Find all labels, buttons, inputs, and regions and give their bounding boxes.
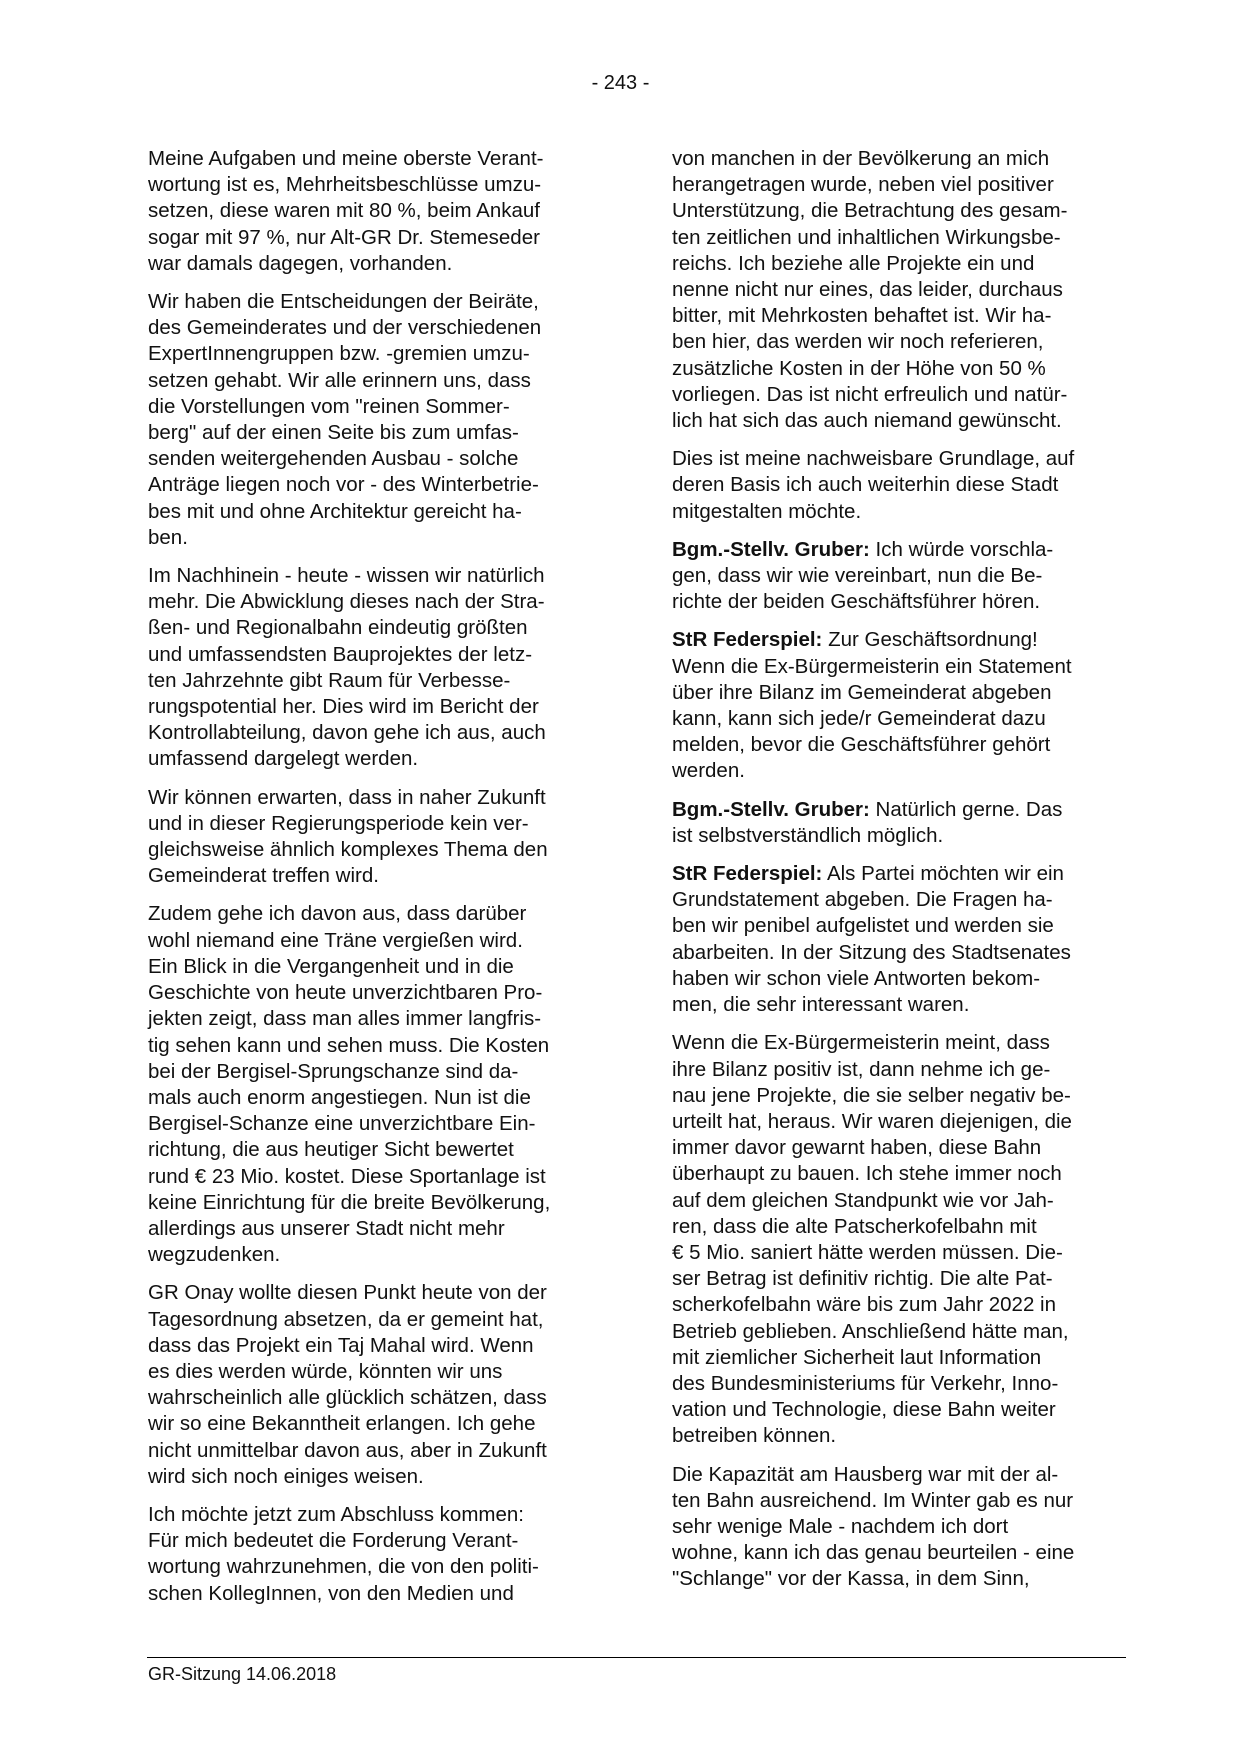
line-text: ben hier, das werden wir noch referieren,	[672, 330, 1044, 354]
line-text: scherkofelbahn wäre bis zum Jahr 2022 in	[672, 1293, 1057, 1317]
line-text: vorliegen. Das ist nicht erfreulich und natür-	[672, 382, 1068, 406]
text-line	[672, 589, 1142, 615]
text-line	[672, 1161, 1142, 1187]
line-text: und umfassendsten Bauprojektes der letz-	[148, 642, 533, 666]
line-text: wortung ist es, Mehrheitsbeschlüsse umzu-	[148, 173, 542, 197]
text-line	[672, 992, 1142, 1018]
footer-session-date: GR-Sitzung 14.06.2018	[148, 1664, 337, 1684]
line-text: lich hat sich das auch niemand gewünscht.	[672, 409, 1062, 433]
speaker-name: Bgm.-Stellv. Gruber:	[672, 537, 870, 561]
text-line	[148, 1085, 618, 1111]
text-line	[148, 472, 618, 498]
line-text: richtung, die aus heutiger Sicht bewertet	[148, 1138, 514, 1162]
line-text: urteilt hat, heraus. Wir waren diejenigen, die	[672, 1109, 1072, 1133]
text-line	[672, 1462, 1142, 1488]
text-line	[672, 356, 1142, 382]
text-line	[148, 1111, 618, 1137]
text-line	[672, 1566, 1142, 1592]
line-text: Geschichte von heute unverzichtbaren Pro-	[148, 981, 543, 1005]
line-text: sogar mit 97 %, nur Alt-GR Dr. Stemeseder	[148, 225, 540, 249]
line-text: Zur Geschäftsordnung!	[822, 628, 1038, 652]
speaker-paragraph	[672, 537, 1142, 616]
line-text: Betrieb geblieben. Anschließend hätte man,	[672, 1319, 1069, 1343]
text-line	[148, 446, 618, 472]
line-text: wortung wahrzunehmen, die von den politi-	[148, 1555, 539, 1579]
line-text: wohl niemand eine Träne vergießen wird.	[148, 928, 523, 952]
line-text: Gemeinderat treffen wird.	[148, 864, 379, 888]
line-text: Ich würde vorschla-	[869, 537, 1054, 561]
text-line	[148, 251, 618, 277]
text-line	[148, 1581, 618, 1607]
speaker-name: Bgm.-Stellv. Gruber:	[672, 797, 870, 821]
line-text: umfassend dargelegt werden.	[148, 747, 419, 771]
line-text: Wenn die Ex-Bürgermeisterin meint, dass	[672, 1031, 1050, 1055]
line-text: GR Onay wollte diesen Punkt heute von der	[148, 1281, 547, 1305]
line-text: die Vorstellungen vom "reinen Sommer-	[148, 394, 510, 418]
text-line	[672, 1214, 1142, 1240]
line-text: ren, dass die alte Patscherkofelbahn mit	[672, 1214, 1037, 1238]
line-text: € 5 Mio. saniert hätte werden müssen. Die-	[672, 1240, 1063, 1264]
text-line	[672, 1397, 1142, 1423]
line-text: Die Kapazität am Hausberg war mit der al-	[672, 1462, 1059, 1486]
line-text: ben.	[148, 525, 188, 549]
text-line	[672, 1266, 1142, 1292]
text-line	[672, 225, 1142, 251]
line-text: mehr. Die Abwicklung dieses nach der Stra-	[148, 590, 545, 614]
line-text: war damals dagegen, vorhanden.	[148, 251, 453, 275]
text-line	[148, 1137, 618, 1163]
text-line	[672, 1083, 1142, 1109]
line-text: Im Nachhinein - heute - wissen wir natürlich	[148, 564, 545, 588]
line-text: sehr wenige Male - nachdem ich dort	[672, 1514, 1009, 1538]
paragraph	[148, 1502, 618, 1607]
text-line	[148, 589, 618, 615]
line-text: ten zeitlichen und inhaltlichen Wirkungsbe-	[672, 225, 1061, 249]
text-line	[148, 1242, 618, 1268]
text-line	[672, 251, 1142, 277]
line-text: zusätzliche Kosten in der Höhe von 50 %	[672, 356, 1046, 380]
text-line	[672, 861, 1142, 887]
line-text: bitter, mit Mehrkosten behaftet ist. Wir ha-	[672, 304, 1052, 328]
line-text: jekten zeigt, dass man alles immer langfris-	[148, 1007, 542, 1031]
line-text: wir so eine Bekanntheit erlangen. Ich gehe	[148, 1412, 536, 1436]
text-line	[672, 706, 1142, 732]
text-line	[148, 1333, 618, 1359]
text-line	[148, 954, 618, 980]
line-text: nicht unmittelbar davon aus, aber in Zukunft	[148, 1438, 547, 1462]
text-line	[148, 1528, 618, 1554]
text-line	[148, 368, 618, 394]
line-text: Kontrollabteilung, davon gehe ich aus, auch	[148, 721, 546, 745]
text-line	[148, 1164, 618, 1190]
line-text: des Gemeinderates und der verschiedenen	[148, 316, 542, 340]
line-text: wegzudenken.	[148, 1243, 281, 1267]
paragraph	[672, 446, 1142, 525]
line-text: ßen- und Regionalbahn eindeutig größten	[148, 616, 528, 640]
text-line	[672, 1240, 1142, 1266]
paragraph	[672, 146, 1142, 434]
text-line	[148, 642, 618, 668]
line-text: bei der Bergisel-Sprungschanze sind da-	[148, 1059, 519, 1083]
line-text: Wir haben die Entscheidungen der Beiräte,	[148, 290, 539, 314]
text-line	[148, 420, 618, 446]
text-line	[148, 863, 618, 889]
text-line	[148, 1006, 618, 1032]
text-line	[672, 1319, 1142, 1345]
text-line	[148, 525, 618, 551]
line-text: Für mich bedeutet die Forderung Verant-	[148, 1529, 519, 1553]
line-text: Zudem gehe ich davon aus, dass darüber	[148, 902, 527, 926]
paragraph	[148, 1280, 618, 1490]
line-text: ist selbstverständlich möglich.	[672, 823, 944, 847]
text-line	[672, 408, 1142, 434]
text-line	[672, 1345, 1142, 1371]
text-line	[148, 172, 618, 198]
footer-divider	[147, 1657, 1126, 1658]
text-line	[148, 198, 618, 224]
text-line	[672, 146, 1142, 172]
paragraph	[148, 785, 618, 890]
text-line	[148, 1554, 618, 1580]
text-line	[148, 1216, 618, 1242]
text-line	[148, 1033, 618, 1059]
text-line	[672, 1514, 1142, 1540]
line-text: Anträge liegen noch vor - des Winterbetrie-	[148, 473, 539, 497]
line-text: wohne, kann ich das genau beurteilen - eine	[672, 1541, 1075, 1565]
line-text: auf dem gleichen Standpunkt wie vor Jah-	[672, 1188, 1054, 1212]
text-line	[672, 446, 1142, 472]
text-line	[672, 172, 1142, 198]
text-line	[148, 837, 618, 863]
text-line	[672, 654, 1142, 680]
text-line	[672, 1030, 1142, 1056]
line-text: gleichsweise ähnlich komplexes Thema den	[148, 838, 548, 862]
speaker-paragraph	[672, 627, 1142, 784]
text-line	[148, 1438, 618, 1464]
text-line	[672, 329, 1142, 355]
text-line	[148, 615, 618, 641]
paragraph	[148, 146, 618, 277]
text-line	[148, 394, 618, 420]
line-text: Wir können erwarten, dass in naher Zukunft	[148, 785, 546, 809]
line-text: ser Betrag ist definitiv richtig. Die alte Pat-	[672, 1267, 1053, 1291]
text-line	[672, 382, 1142, 408]
line-text: setzen gehabt. Wir alle erinnern uns, dass	[148, 368, 531, 392]
text-line	[148, 1059, 618, 1085]
paragraph	[672, 1462, 1142, 1593]
speaker-paragraph	[672, 861, 1142, 1018]
text-line	[148, 1411, 618, 1437]
line-text: vation und Technologie, diese Bahn weiter	[672, 1398, 1056, 1422]
text-line	[148, 746, 618, 772]
text-line	[148, 785, 618, 811]
line-text: Grundstatement abgeben. Die Fragen ha-	[672, 888, 1053, 912]
text-line	[672, 732, 1142, 758]
paragraph	[672, 1030, 1142, 1449]
text-line	[672, 472, 1142, 498]
text-line	[148, 668, 618, 694]
line-text: nau jene Projekte, die sie selber negativ be-	[672, 1083, 1071, 1107]
line-text: Ein Blick in die Vergangenheit und in die	[148, 954, 514, 978]
text-line	[672, 627, 1142, 653]
text-line	[148, 499, 618, 525]
line-text: ExpertInnengruppen bzw. -gremien umzu-	[148, 342, 530, 366]
line-text: von manchen in der Bevölkerung an mich	[672, 147, 1050, 170]
line-text: melden, bevor die Geschäftsführer gehört	[672, 733, 1051, 757]
text-line	[672, 1371, 1142, 1397]
page-number: - 243 -	[591, 72, 650, 94]
text-line	[672, 1057, 1142, 1083]
text-line	[672, 966, 1142, 992]
text-line	[672, 797, 1142, 823]
line-text: Ich möchte jetzt zum Abschluss kommen:	[148, 1502, 524, 1526]
line-text: des Bundesministeriums für Verkehr, Inno-	[672, 1371, 1059, 1395]
text-line	[148, 225, 618, 251]
line-text: richte der beiden Geschäftsführer hören.	[672, 590, 1041, 614]
line-text: dass das Projekt ein Taj Mahal wird. Wenn	[148, 1333, 534, 1357]
left-column	[148, 146, 618, 1619]
text-line	[148, 289, 618, 315]
text-line	[672, 1423, 1142, 1449]
line-text: ten Jahrzehnte gibt Raum für Verbesse-	[148, 668, 511, 692]
text-line	[672, 913, 1142, 939]
line-text: kann, kann sich jede/r Gemeinderat dazu	[672, 707, 1046, 731]
text-line	[672, 303, 1142, 329]
line-text: Natürlich gerne. Das	[869, 797, 1063, 821]
line-text: reichs. Ich beziehe alle Projekte ein und	[672, 251, 1035, 275]
paragraph	[148, 289, 618, 551]
line-text: es dies werden würde, könnten wir uns	[148, 1359, 503, 1383]
text-line	[148, 1464, 618, 1490]
text-line	[148, 1385, 618, 1411]
line-text: nenne nicht nur eines, das leider, durchaus	[672, 278, 1063, 302]
line-text: Bergisel-Schanze eine unverzichtbare Ein-	[148, 1112, 536, 1136]
line-text: ben wir penibel aufgelistet und werden sie	[672, 914, 1054, 938]
line-text: und in dieser Regierungsperiode kein ver-	[148, 811, 529, 835]
line-text: setzen, diese waren mit 80 %, beim Ankauf	[148, 199, 540, 223]
line-text: senden weitergehenden Ausbau - solche	[148, 447, 519, 471]
line-text: "Schlange" vor der Kassa, in dem Sinn,	[672, 1567, 1030, 1591]
line-text: wird sich noch einiges weisen.	[148, 1464, 424, 1488]
text-line	[148, 1502, 618, 1528]
text-line	[672, 1488, 1142, 1514]
text-line	[672, 563, 1142, 589]
line-text: berg" auf der einen Seite bis zum umfas-	[148, 421, 519, 445]
text-line	[148, 811, 618, 837]
line-text: betreiben können.	[672, 1424, 837, 1448]
line-text: Dies ist meine nachweisbare Grundlage, auf	[672, 447, 1075, 471]
text-line	[148, 1359, 618, 1385]
text-line	[672, 680, 1142, 706]
text-line	[148, 1307, 618, 1333]
line-text: Wenn die Ex-Bürgermeisterin ein Statement	[672, 654, 1072, 678]
text-line	[672, 1540, 1142, 1566]
line-text: herangetragen wurde, neben viel positiver	[672, 173, 1054, 197]
right-column	[672, 146, 1142, 1605]
line-text: Unterstützung, die Betrachtung des gesam-	[672, 199, 1068, 223]
text-line	[148, 694, 618, 720]
line-text: men, die sehr interessant waren.	[672, 993, 970, 1017]
line-text: allerdings aus unserer Stadt nicht mehr	[148, 1216, 505, 1240]
line-text: über ihre Bilanz im Gemeinderat abgeben	[672, 680, 1052, 704]
text-line	[672, 823, 1142, 849]
line-text: deren Basis ich auch weiterhin diese Stadt	[672, 473, 1059, 497]
text-line	[148, 315, 618, 341]
line-text: rungspotential her. Dies wird im Bericht der	[148, 695, 539, 719]
line-text: wahrscheinlich alle glücklich schätzen, dass	[148, 1386, 547, 1410]
line-text: schen KollegInnen, von den Medien und	[148, 1581, 514, 1605]
line-text: mit ziemlicher Sicherheit laut Information	[672, 1345, 1042, 1369]
text-line	[672, 499, 1142, 525]
line-text: bes mit und ohne Architektur gereicht ha-	[148, 499, 522, 523]
line-text: haben wir schon viele Antworten bekom-	[672, 966, 1041, 990]
paragraph	[148, 901, 618, 1268]
line-text: tig sehen kann und sehen muss. Die Kosten	[148, 1033, 550, 1057]
line-text: ihre Bilanz positiv ist, dann nehme ich ge-	[672, 1057, 1051, 1081]
line-text: Meine Aufgaben und meine oberste Verant-	[148, 147, 544, 170]
text-line	[672, 1188, 1142, 1214]
text-line	[148, 1280, 618, 1306]
line-text: werden.	[672, 759, 745, 783]
line-text: Als Partei möchten wir ein	[822, 862, 1064, 886]
text-line	[672, 1135, 1142, 1161]
text-line	[672, 758, 1142, 784]
text-line	[148, 563, 618, 589]
text-line	[148, 341, 618, 367]
speaker-name: StR Federspiel:	[672, 862, 823, 886]
text-line	[148, 720, 618, 746]
line-text: immer davor gewarnt haben, diese Bahn	[672, 1136, 1042, 1160]
text-line	[672, 1292, 1142, 1318]
line-text: mals auch enorm angestiegen. Nun ist die	[148, 1085, 531, 1109]
line-text: mitgestalten möchte.	[672, 499, 862, 523]
text-line	[148, 901, 618, 927]
paragraph	[148, 563, 618, 773]
text-line	[148, 1190, 618, 1216]
line-text: überhaupt zu bauen. Ich stehe immer noch	[672, 1162, 1062, 1186]
text-line	[672, 887, 1142, 913]
text-line	[672, 940, 1142, 966]
speaker-name: StR Federspiel:	[672, 628, 823, 652]
speaker-paragraph	[672, 797, 1142, 849]
text-line	[672, 277, 1142, 303]
text-line	[672, 198, 1142, 224]
text-line	[672, 1109, 1142, 1135]
line-text: ten Bahn ausreichend. Im Winter gab es nur	[672, 1488, 1074, 1512]
line-text: rund € 23 Mio. kostet. Diese Sportanlage ist	[148, 1164, 546, 1188]
line-text: keine Einrichtung für die breite Bevölkerung,	[148, 1190, 551, 1214]
line-text: abarbeiten. In der Sitzung des Stadtsenates	[672, 940, 1071, 964]
line-text: gen, dass wir wie vereinbart, nun die Be-	[672, 564, 1043, 588]
text-line	[672, 537, 1142, 563]
text-line	[148, 980, 618, 1006]
text-line	[148, 928, 618, 954]
text-line	[148, 146, 618, 172]
line-text: Tagesordnung absetzen, da er gemeint hat,	[148, 1307, 544, 1331]
